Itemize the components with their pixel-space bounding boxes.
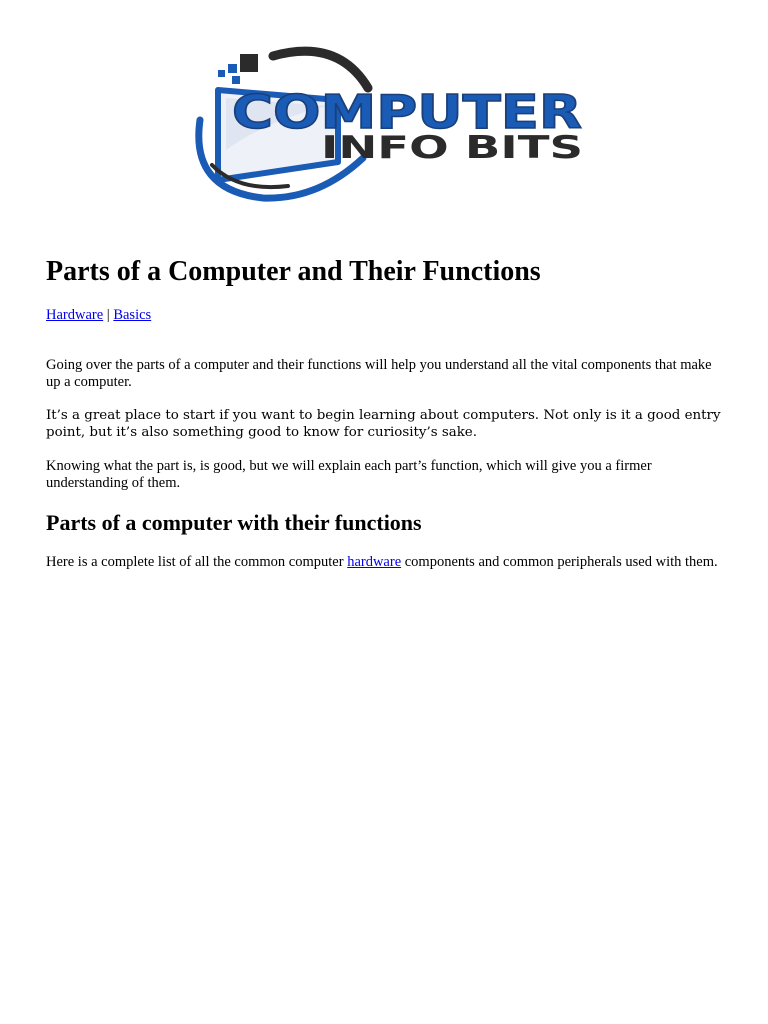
logo-text-line2: INFO BITS: [321, 130, 583, 166]
category-separator: |: [106, 307, 110, 323]
section-paragraph-text-before: Here is a complete list of all the common computer: [46, 554, 348, 570]
category-link-basics[interactable]: Basics: [113, 307, 152, 323]
logo-text-line1: COMPUTER: [232, 85, 582, 139]
section-paragraph: [46, 554, 726, 571]
hardware-inline-link[interactable]: hardware: [347, 554, 402, 570]
function-paragraph: Knowing what the part is, is good, but we will explain each part’s function, which will give you a firmer understanding of them.: [46, 458, 652, 491]
intro-paragraph: Going over the parts of a computer and their functions will help you understand all the vital components that make up a computer.: [46, 357, 712, 390]
section-paragraph-text-after: components and common peripherals used with them.: [401, 554, 718, 570]
entry-point-paragraph: It’s a great place to start if you want to begin learning about computers. Not only is it a good entry point, but it’s also something good to know for curiosity’s sake.: [46, 408, 721, 440]
logo-pixel-square: [240, 54, 258, 72]
logo-pixel-square: [232, 76, 240, 84]
logo-pixel-square: [228, 64, 237, 73]
logo-pixel-square: [218, 70, 225, 77]
computer-info-bits-logo: [188, 40, 588, 205]
article-title: Parts of a Computer and Their Functions: [46, 256, 541, 287]
category-link-hardware[interactable]: Hardware: [46, 307, 104, 323]
section-heading: Parts of a computer with their functions: [46, 510, 422, 535]
logo-arc-top: [273, 51, 368, 88]
category-links: [46, 306, 151, 324]
